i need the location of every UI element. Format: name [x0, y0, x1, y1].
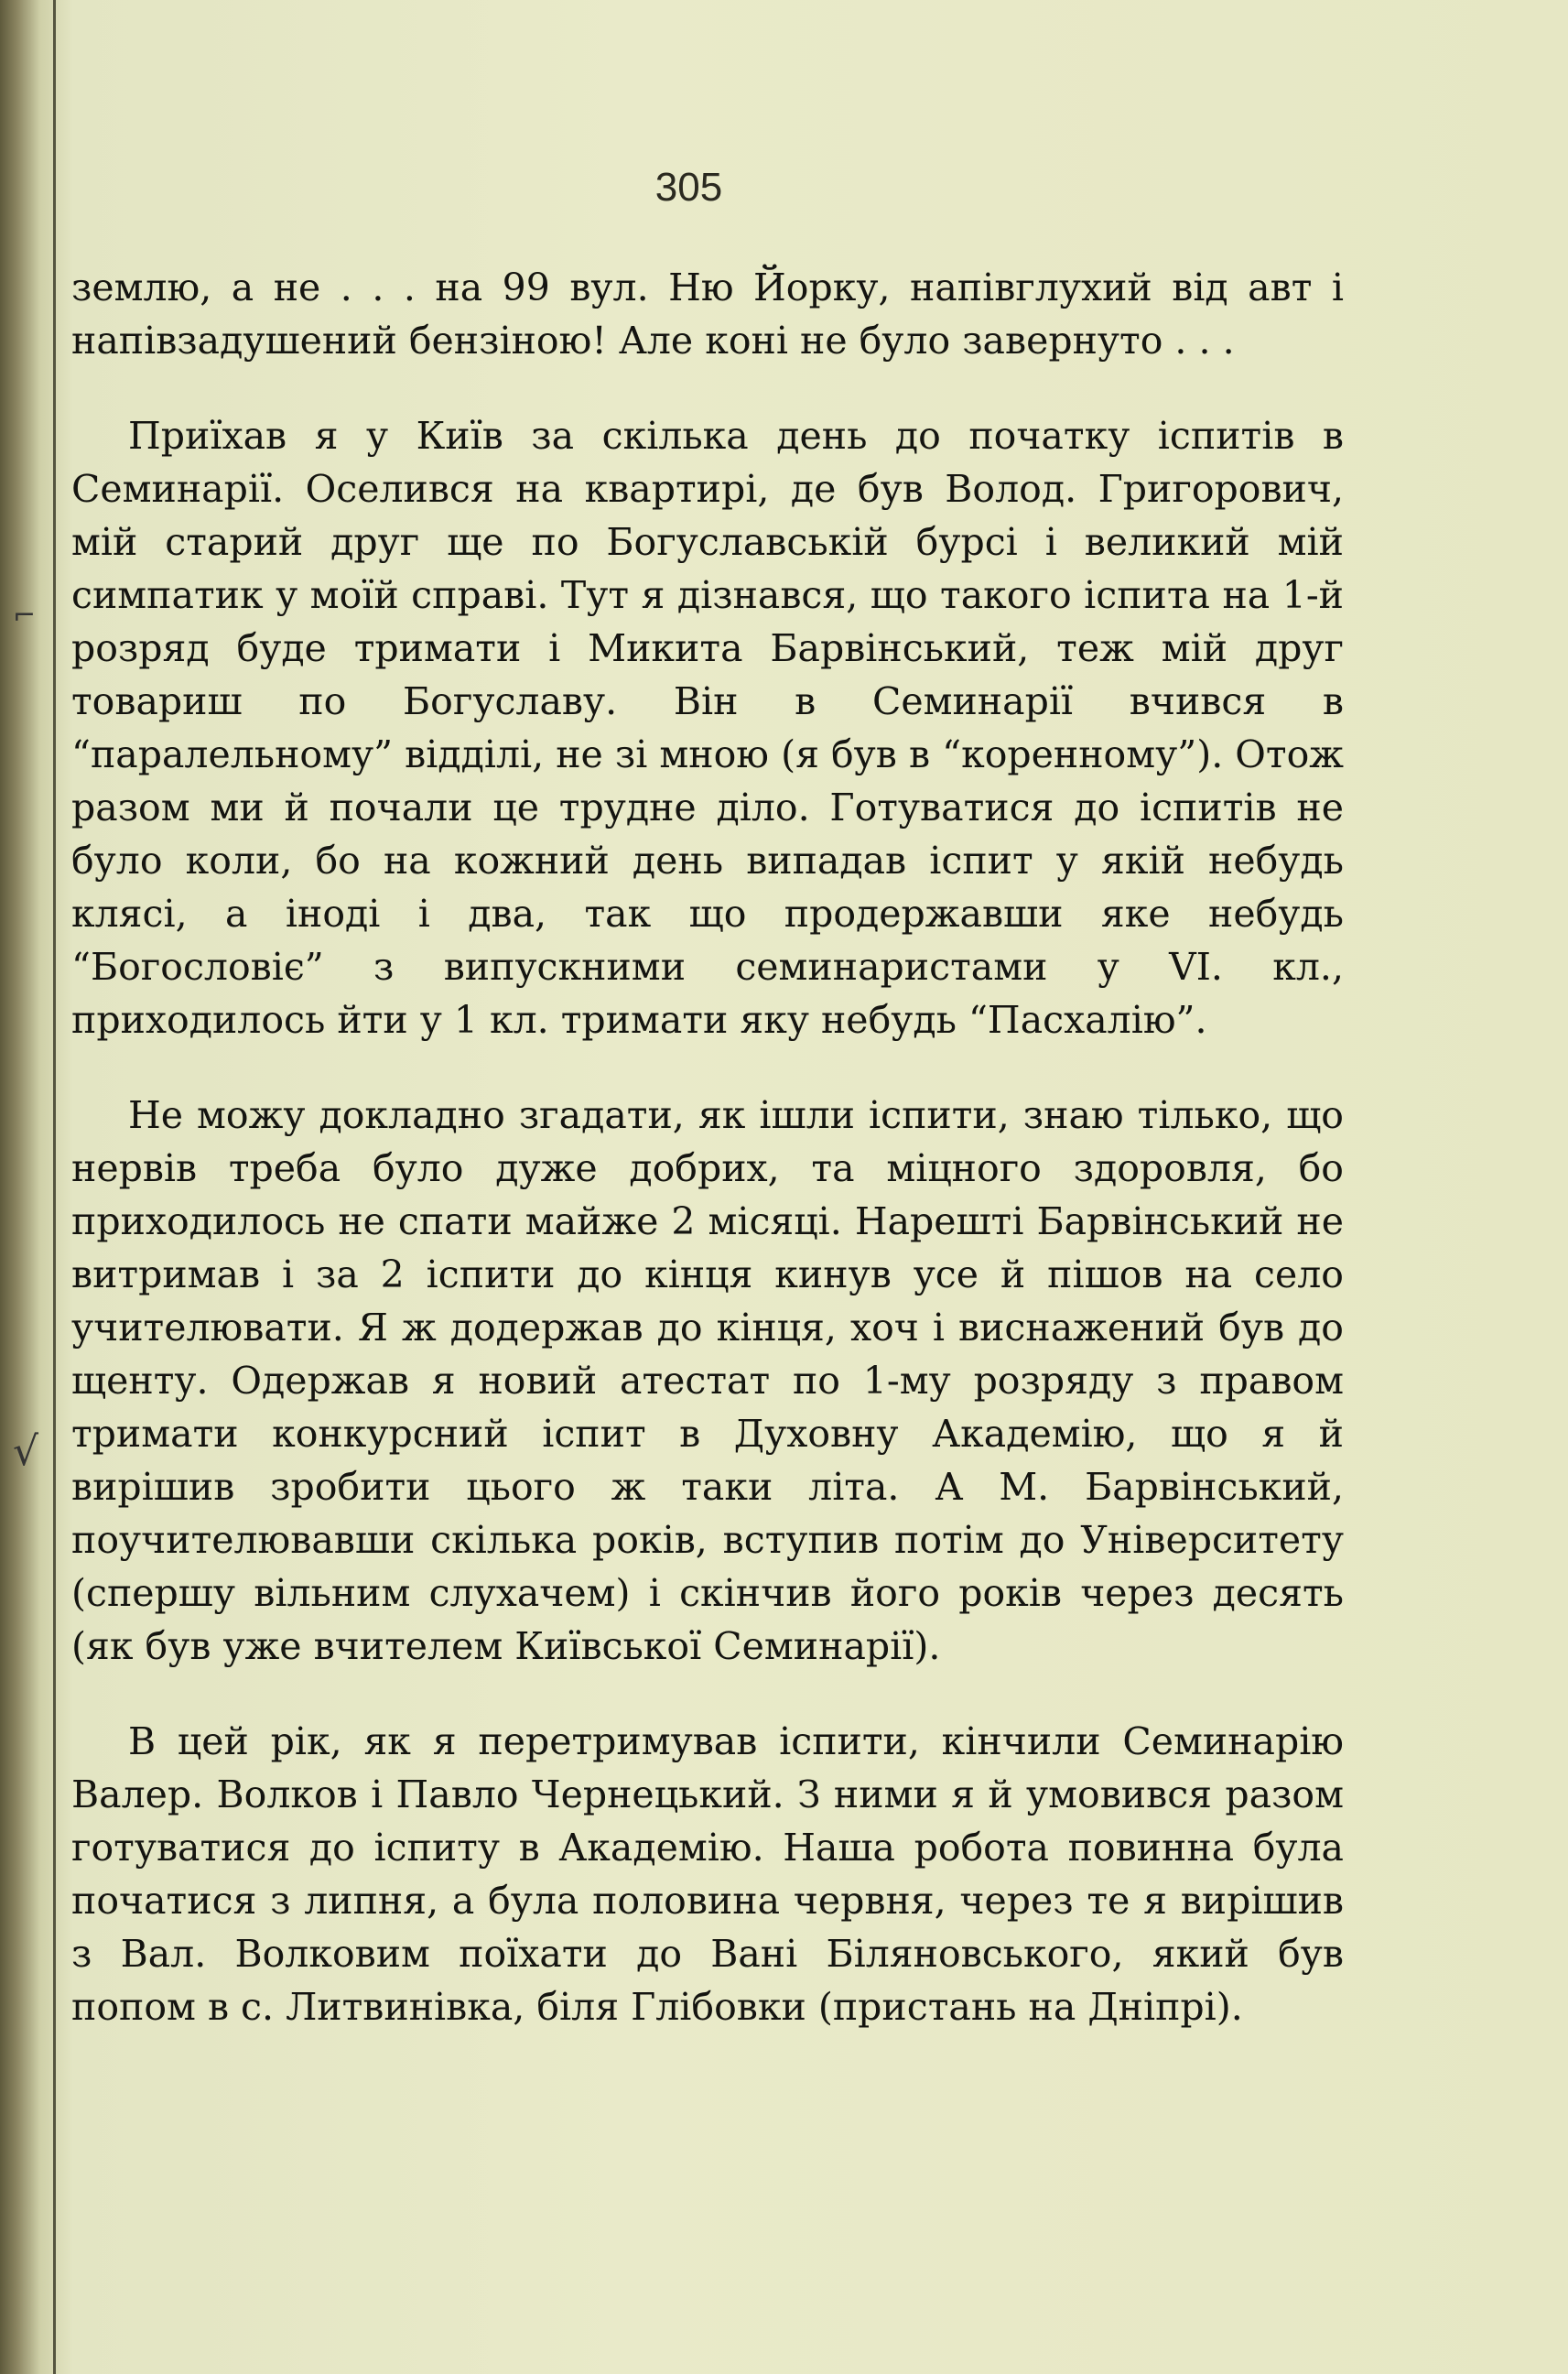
page-number: 305	[654, 165, 723, 210]
binding-edge	[53, 0, 56, 2374]
paragraph: В цей рік, як я перетримував іспити, кінчили Семинарію Валер. Волков і Павло Чернецький. З ними я й умовився разом готуватися до іспиту в Академію. Наша робота повинна була початися з липня, а була половина червня, через те я вирішив з Вал. Волковим поїхати до Вані Біляновського, який був попом в с. Литвинівка, біля Глібовки (пристань на Дніпрі).	[71, 1719, 1344, 2029]
paragraph: Не можу докладно згадати, як ішли іспити, знаю тілько, що нервів треба було дуже добрих, та міцного здоровля, бо приходилось не спати майже 2 місяці. Нарешті Барвінський не витримав і за 2 іспити до кінця кинув усе й пішов на село учителювати. Я ж додержав до кінця, хоч і виснажений був до щенту. Одержав я новий атестат по 1-му розряду з правом тримати конкурсний іспит в Духовну Академію, що я й вирішив зробити цього ж таки літа. А М. Барвінський, поучителювавши скілька років, вступив потім до Університету (спершу вільним слухачем) і скінчив його років через десять (як був уже вчителем Київської Семинарії).	[71, 1093, 1344, 1668]
page-text	[71, 261, 1344, 2076]
margin-check-mark: √	[13, 1428, 39, 1475]
paragraph: Приїхав я у Київ за скілька день до початку іспитів в Семинарії. Оселився на квартирі, де був Волод. Григорович, мій старий друг ще по Богуславській бурсі і великий мій симпатик у моїй справі. Тут я дізнався, що такого іспита на 1-й розряд буде тримати і Микита Барвінський, теж мій друг товариш по Богуславу. Він в Семинарії вчився в “паралельному” відділі, не зі мною (я був в “коренному”). Отож разом ми й почали це трудне діло. Готуватися до іспитів не було коли, бо на кожний день випадав іспит у якій небудь клясі, а іноді і два, так що продержавши яке небудь “Богословіє” з випускними семинаристами у VI. кл., приходилось йти у 1 кл. тримати яку небудь “Пасхалію”.	[71, 414, 1344, 1042]
margin-tick-mark: ⌐	[13, 600, 37, 632]
paragraph-continued: землю, а не . . . на 99 вул. Ню Йорку, напівглухий від авт і напівзадушений бензіною! Але коні не було завернуто . . .	[71, 266, 1344, 363]
